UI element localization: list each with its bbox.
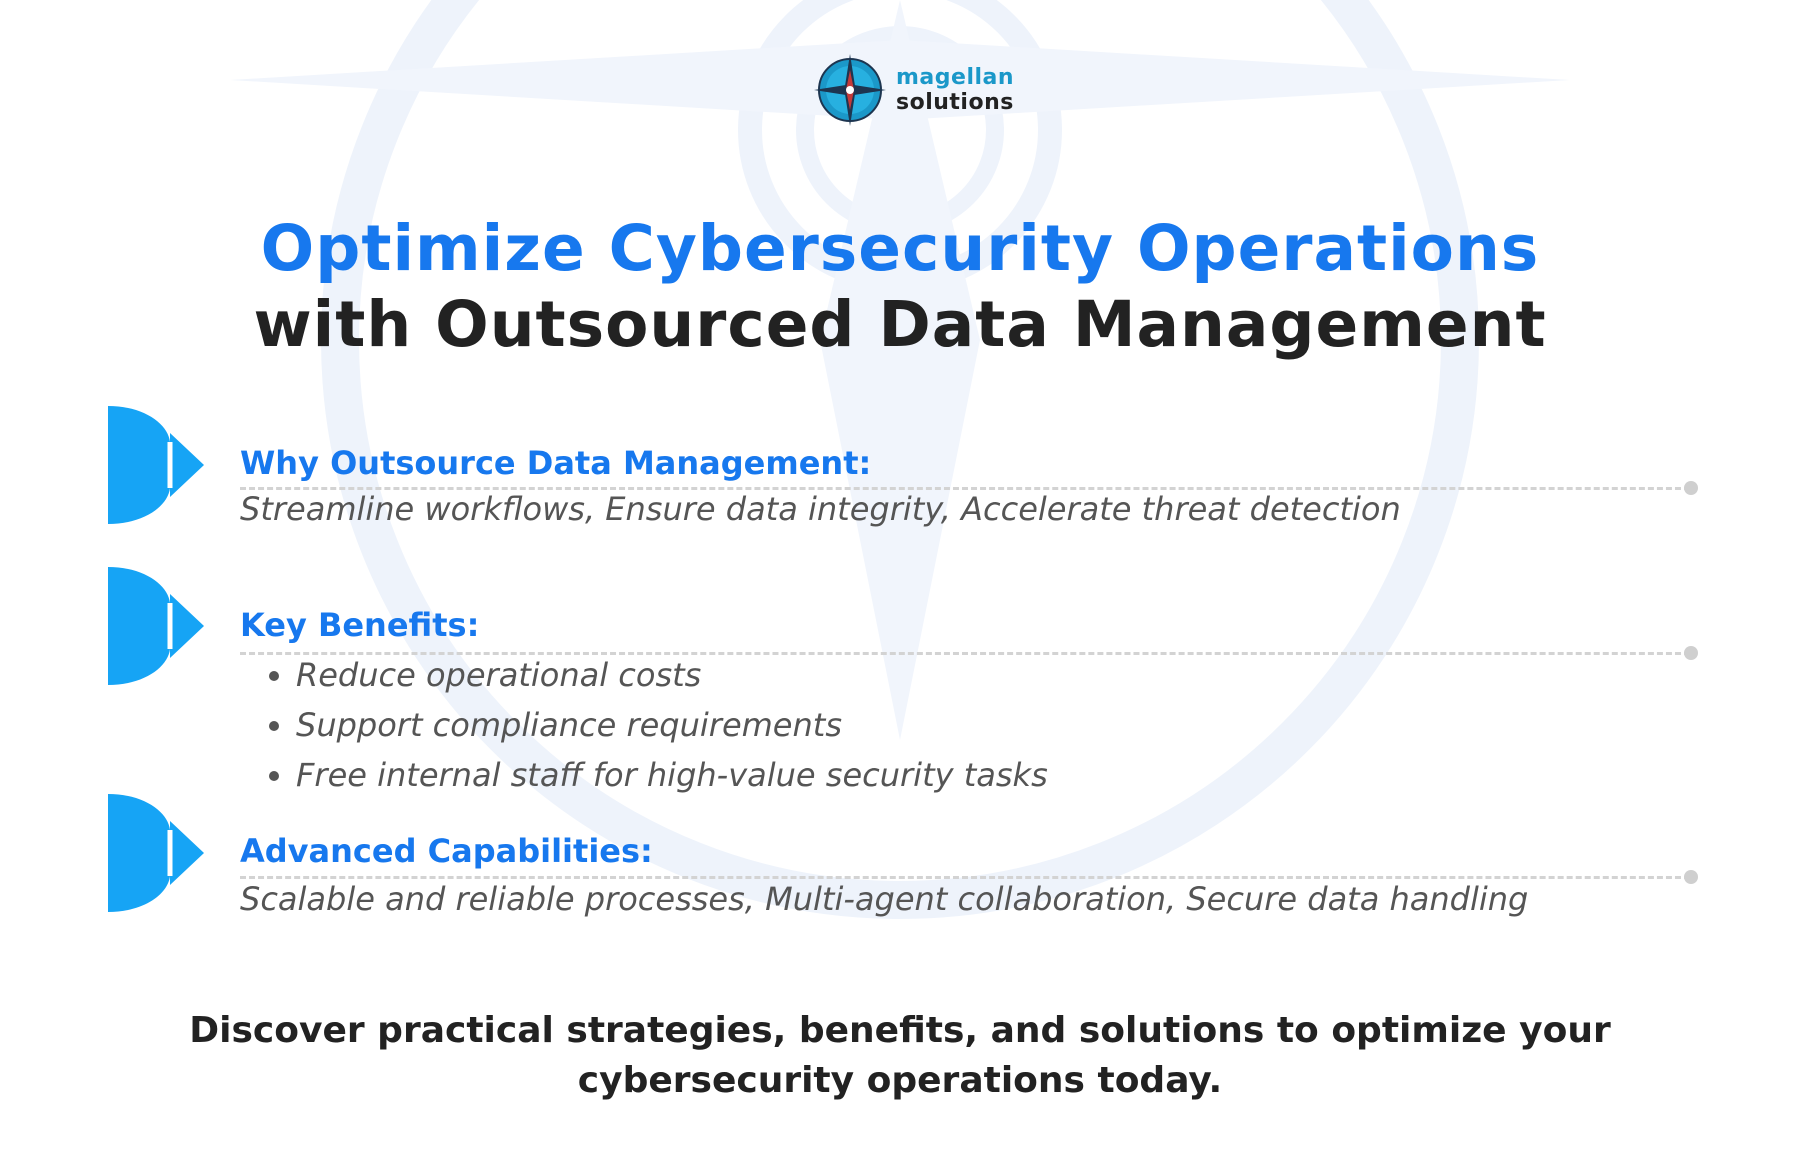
arrow-marker-icon: [108, 567, 210, 685]
arrow-marker-icon: [108, 794, 210, 912]
divider-dot: [1684, 481, 1698, 495]
section-text-why-outsource: Streamline workflows, Ensure data integrity, Accelerate threat detection: [240, 490, 1401, 528]
list-item: • Free internal staff for high-value security tasks: [296, 750, 1048, 800]
page-title-line1: Optimize Cybersecurity Operations: [260, 212, 1540, 285]
section-heading-key-benefits: Key Benefits:: [240, 606, 480, 644]
page-title-line2: with Outsourced Data Management: [253, 288, 1547, 361]
compass-icon: [812, 52, 888, 128]
logo-line2: solutions: [896, 89, 1014, 115]
logo-line1: magellan: [896, 64, 1015, 90]
section-text-advanced-capabilities: Scalable and reliable processes, Multi-agent collaboration, Secure data handling: [240, 880, 1529, 918]
arrow-marker-icon: [108, 406, 210, 524]
footer-cta: [0, 1006, 1800, 1106]
section-heading-advanced-capabilities: Advanced Capabilities:: [240, 832, 653, 870]
key-benefits-list: [262, 650, 1048, 800]
footer-line2: cybersecurity operations today.: [577, 1060, 1223, 1101]
magellan-logo: [812, 50, 1022, 130]
footer-line1: Discover practical strategies, benefits, and solutions to optimize your: [189, 1010, 1611, 1051]
section-heading-why-outsource: Why Outsource Data Management:: [240, 444, 872, 482]
divider-dot: [1684, 646, 1698, 660]
divider-dot: [1684, 870, 1698, 884]
divider-line: [240, 876, 1690, 879]
list-item: • Support compliance requirements: [296, 700, 1048, 750]
list-item: • Reduce operational costs: [296, 650, 1048, 700]
